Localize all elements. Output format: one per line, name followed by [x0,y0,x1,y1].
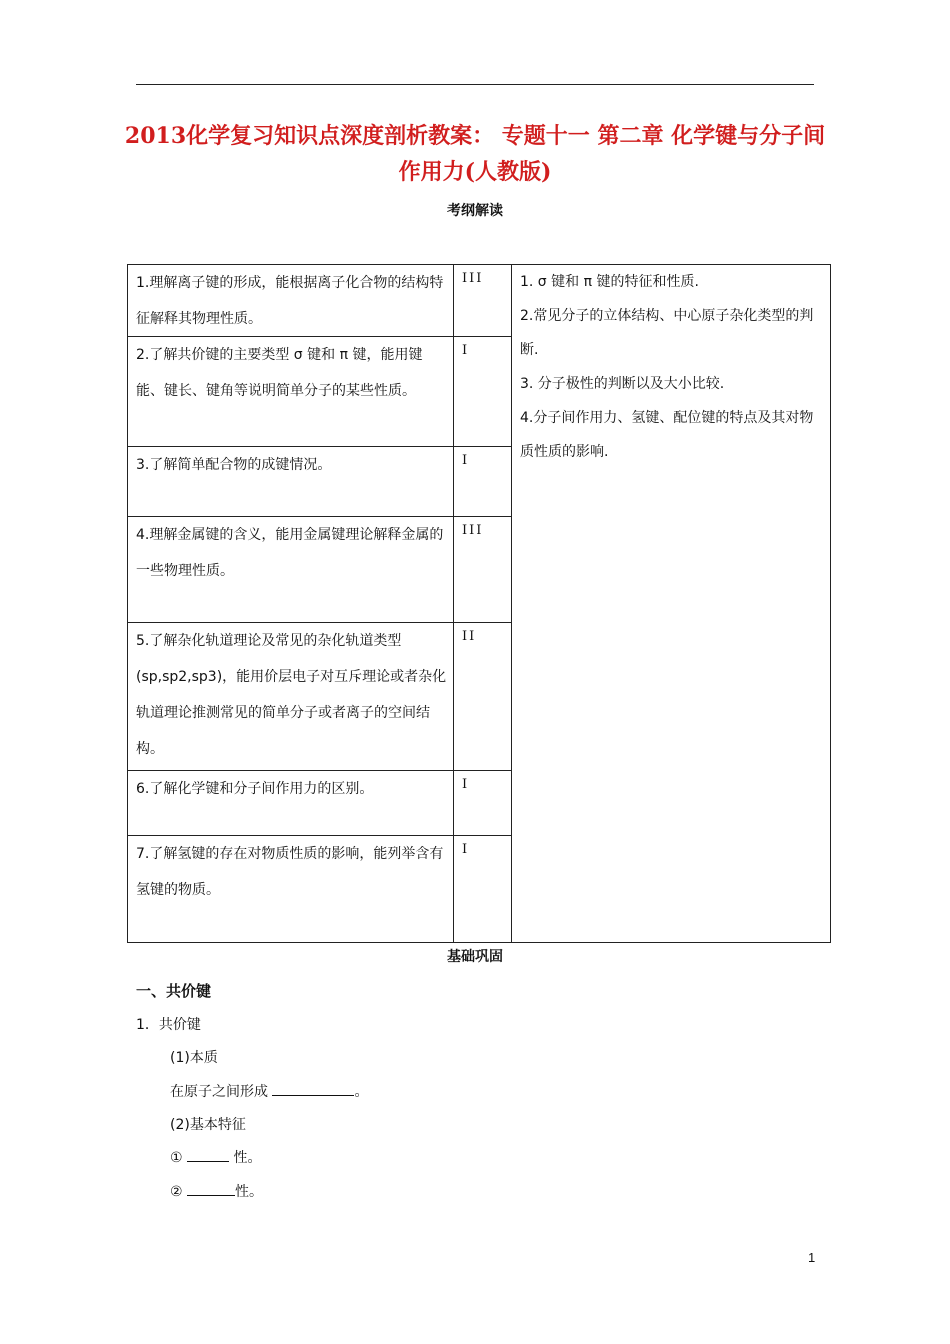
table-row [128,447,511,517]
focus-item: 4.分子间作用力、氢键、配位键的特点及其对物质性质的影响. [520,410,814,460]
fill-in-end: 性。 [235,1184,264,1200]
focus-column [511,265,830,942]
outline-heading: 考纲解读 [447,203,503,219]
requirement-level: I [453,771,510,835]
answer-blank[interactable] [272,1081,354,1096]
outline-table [127,264,831,943]
fill-in-line [170,1147,261,1167]
focus-item: 2.常见分子的立体结构、中心原子杂化类型的判断. [520,308,814,358]
requirement-level: I [453,836,510,942]
requirement-level: III [453,265,510,336]
requirement-level: III [453,517,510,622]
answer-blank[interactable] [187,1147,229,1162]
circled-number: ② [170,1184,183,1200]
header-rule [136,84,814,85]
requirement-text: 6.了解化学键和分子间作用力的区别。 [136,781,374,797]
requirement-text: 4.理解金属键的含义，能用金属键理论解释金属的一些物理性质。 [136,527,444,579]
fill-in-line [170,1081,368,1101]
page-number: 1 [808,1250,816,1265]
fill-in-end: 性。 [233,1150,262,1166]
requirement-level: II [453,623,510,770]
requirement-level: I [453,337,510,446]
focus-list [512,265,830,469]
sub-heading: (2)基本特征 [170,1117,246,1133]
table-row [128,771,511,836]
requirement-text: 7.了解氢键的存在对物质性质的影响，能列举含有氢键的物质。 [136,846,444,898]
sub-heading: (1)本质 [170,1050,218,1066]
table-row [128,517,511,623]
focus-item: 1. σ 键和 π 键的特征和性质. [520,274,699,290]
answer-blank[interactable] [187,1181,235,1196]
section-heading: 一、共价键 [136,982,212,1000]
requirement-text: 1.理解离子键的形成，能根据离子化合物的结构特征解释其物理性质。 [136,275,444,327]
item-heading: 1．共价键 [136,1017,201,1033]
table-row [128,836,511,942]
circled-number: ① [170,1150,183,1166]
requirement-text: 5.了解杂化轨道理论及常见的杂化轨道类型(sp,sp2,sp3)，能用价层电子对互斥理论或者杂化轨道理论推测常见的简单分子或者离子的空间结构。 [136,633,447,757]
table-row [128,265,511,337]
section-title: 基础巩固 [447,949,503,965]
fill-in-end: 。 [354,1084,369,1100]
table-row [128,623,511,771]
table-row [128,337,511,447]
requirement-text: 2.了解共价键的主要类型 σ 键和 π 键，能用键能、键长、键角等说明简单分子的某些性质。 [136,347,423,399]
fill-in-line [170,1181,263,1201]
requirement-level: I [453,447,510,516]
document-title: 2013化学复习知识点深度剖析教案： 专题十一 第二章 化学键与分子间作用力(人教版) [124,123,826,185]
fill-in-text: 在原子之间形成 [170,1084,268,1100]
requirement-text: 3.了解简单配合物的成键情况。 [136,457,332,473]
focus-item: 3. 分子极性的判断以及大小比较. [520,376,725,392]
